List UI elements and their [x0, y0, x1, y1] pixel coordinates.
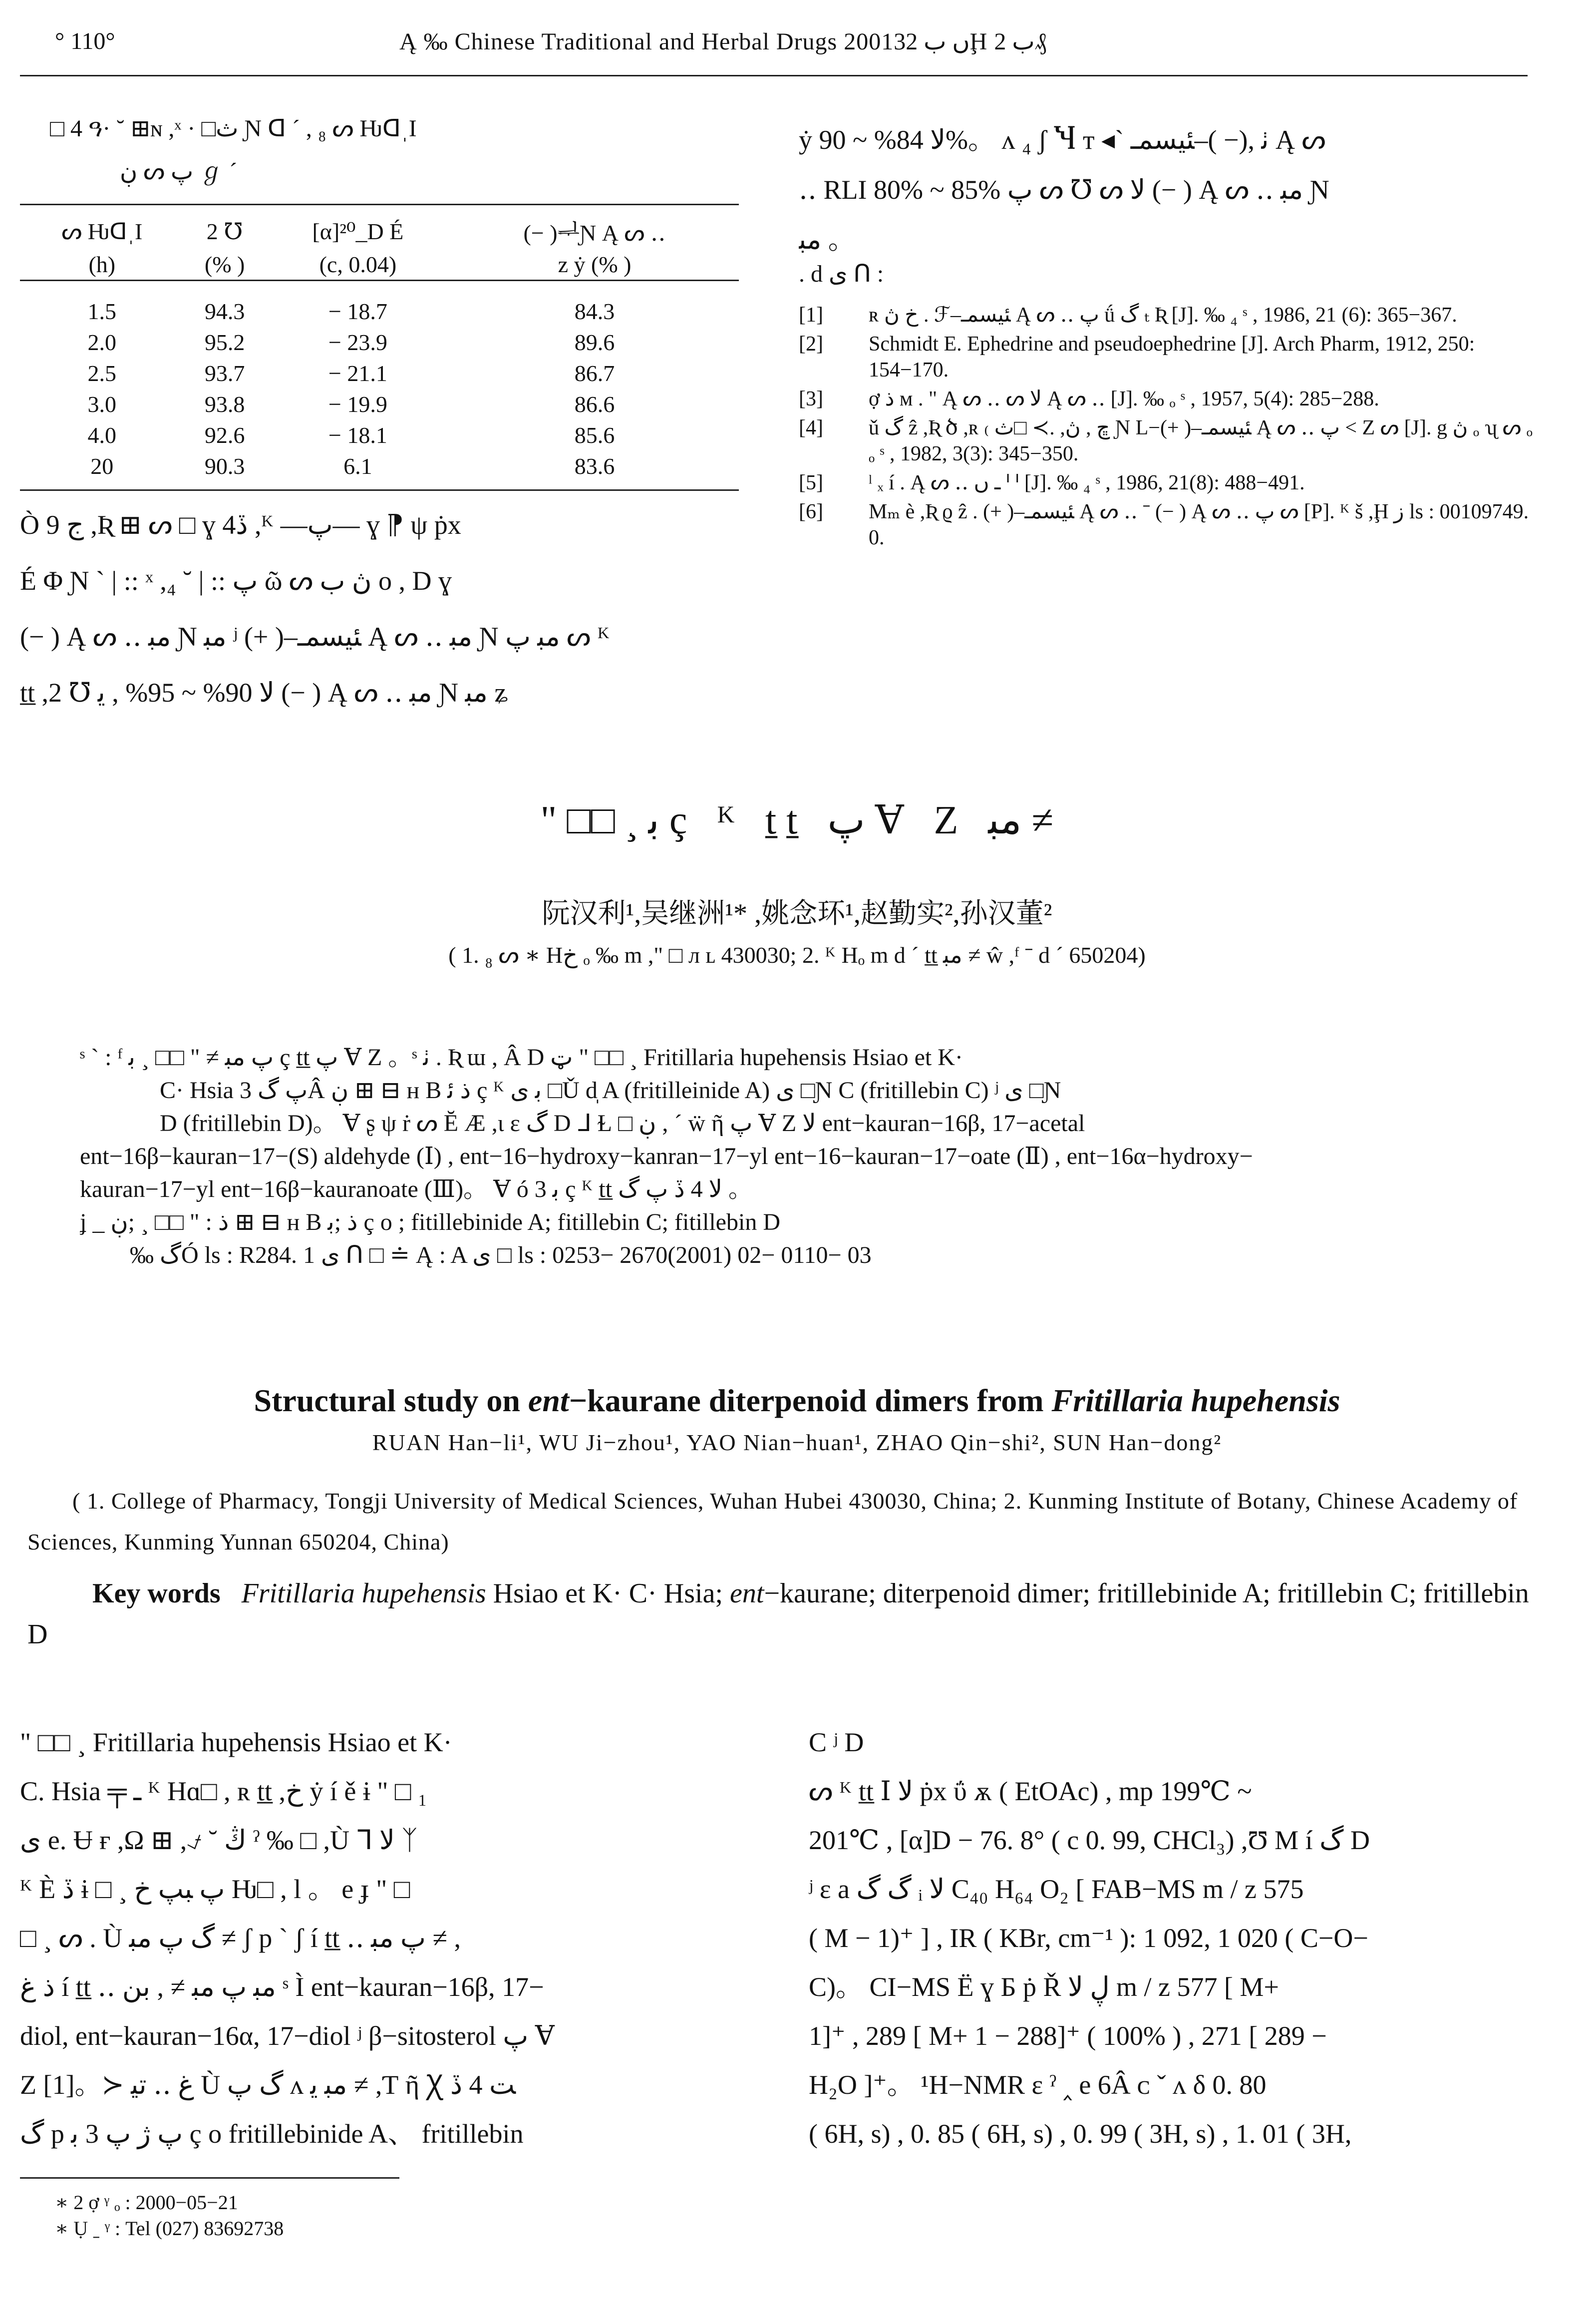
table-bottom-rule: [20, 489, 739, 491]
abstract-line: ˢ ˋ : ᶠ پ ﻣﺒ ≠ " □□ ¸ ﺑ ç ṯṯ پ Ɐ Ζ 。ˢ ﭠ . Ʀ ɯ , Â D ټ " □□ ¸ Fritillaria hupehensis Hsiao et K·: [80, 1044, 963, 1071]
table-row: [20, 327, 739, 358]
text-line: C)。 CI−MS Ë ɣ Б ṗ Ř ڸ ﻻ m / z 577 [ M+: [809, 1972, 1279, 2002]
references-title: . d ى ᑎ :: [799, 261, 884, 287]
table-cell: 95.2: [204, 329, 245, 355]
reference-item: [799, 331, 1538, 383]
table-row: [20, 358, 739, 388]
table-caption-line: □ 4 ዓ· ˘ ⊞ɴ ,ˣ · □ث Ɲ ᗡ ˊ , ₈ ᔕ ǶᗡˌI: [50, 115, 417, 142]
text-line: C ʲ D: [809, 1727, 864, 1757]
keyword-text: −kaurane; diterpenoid dimer; fritillebinide A; fritillebin C; fritillebin D: [27, 1578, 1529, 1650]
text-line: ‥ RLI 80% ~ 85% پ ᔕ ℧ ᔕ ﻻ (− ) Ą ᔕ ‥ ﻣﺒ Ɲ: [799, 175, 1329, 205]
text-line: ᔕ ᴷ ṯṯ Ⅰ ﻻ ṗx ΰ ѫ ( EtOAc) , mp 199℃ ~: [809, 1776, 1252, 1806]
table-cell: 92.6: [204, 422, 245, 448]
text-line: 1]⁺ , 289 [ M+ 1 − 288]⁺ ( 100% ) , 271 [ 289 −: [809, 2021, 1327, 2051]
reference-text: ǔ گ ẑ ,Ʀ ծ ,ʀ ₍ ڇ , ڽ, .≻ □ث Ɲ L−(+ )‒ﺌﻴﺴﻤـ Ą ᔕ ‥ پ ˂ Ζ ᔕ [J]. g ڽ ₒ ʯ ᔕ ₒ ₒ ˢ , 1982, 3(3): 345−350.: [869, 416, 1533, 465]
abstract-line: ent−16β−kauran−17−(S) aldehyde (Ⅰ) , ent−16−hydroxy−kanran−17−yl ent−16−kauran−17−oate (Ⅱ) , ent−16α−hydroxy−: [80, 1143, 1253, 1169]
table-cell: 4.0: [87, 422, 117, 448]
table-header-cell: (h): [88, 251, 116, 277]
table-cell: 85.6: [574, 422, 615, 448]
table-header-cell: z ẏ (% ): [558, 251, 632, 277]
text-line: ᴷ È ڏ ɨ □ ¸ پ ﺒﭗ خ Ƕ□ , l 。 e ɟ " □: [20, 1874, 410, 1904]
table-row: [20, 450, 739, 481]
abstract-line: C· Hsia پ گ 3Â ڹ ⊞ ⊟ ʜ B ذ ﺋ ç ᴷ ﺑ ى □Ǔ d̩ A (fritilleinide A) ى □Ɲ C (fritillebin C) ʲ ى □Ɲ: [160, 1077, 1061, 1104]
table-cell: 90.3: [204, 453, 245, 479]
text-line: گ p پ ژ پ 3 ﺑ ç o fritillebinide A、 fritillebin: [20, 2119, 524, 2149]
table-cell: 93.7: [204, 360, 245, 386]
article-affiliation: ( 1. ₈ ᔕ ∗ Hخ ₒ ‰ m ," □ ᴫ ʟ 430030; 2. ᴷ Hₒ m d ˊ ṯṯ ﻣﺒ ≠ ŵ ,ᶠ ˉ d ˊ 650204): [448, 942, 1146, 968]
page-number: ° 110°: [55, 28, 115, 54]
article-authors: 阮汉利¹,吴继洲¹* ,姚念环¹,赵勤实²,孙汉董²: [542, 898, 1052, 929]
english-title-text: −kaurane diterpenoid dimers from: [569, 1383, 1052, 1418]
text-line: Ζ [1]。≻ ﻍ ‥ ﺗﻴ Ù گ پ ᴧ ﻣﺒ ﻳ ≠ ,Ƭ ῆ Ꭓ ﺖ 4 ڏ: [20, 2070, 516, 2100]
right-paragraph: [799, 115, 1538, 265]
table-cell: 93.8: [204, 391, 245, 417]
reference-number: [5]: [799, 471, 823, 494]
table-header-cell: [α]²⁰_D É: [312, 219, 404, 244]
text-line: C. Hsia ╤ ـ ᴷ Hɑ□ , ʀ ṯṯ ,خ ẏ í ě ɨ " □ ₁: [20, 1776, 427, 1806]
table-cell: 20: [90, 453, 114, 479]
english-title-text: Structural study on: [254, 1383, 528, 1418]
table-header-cell: 2 ℧: [206, 219, 243, 244]
reference-item: [799, 470, 1538, 496]
reference-item: [799, 302, 1538, 328]
text-line: Ò 9 ج ,Ʀ ⊞ ᔕ □ ɣ 4ڏ ,ᴷ ―پ― ɣ ⁋ ψ ṗx: [20, 510, 461, 540]
table-header-cell: ᔕ ǶᗡˌI: [61, 219, 143, 244]
table-header-row: [20, 215, 739, 248]
text-line: H₂O ]⁺。 ¹H−NMR ɛ ˀ ‸ e 6Â ᴄ ˇ ᴧ δ 0. 80: [809, 2070, 1267, 2100]
reference-item: [799, 499, 1538, 551]
data-table: [20, 215, 739, 481]
keyword-species: Fritillaria hupehensis: [241, 1578, 486, 1609]
keyword-ent: ent: [730, 1578, 764, 1609]
table-row: [20, 296, 739, 327]
table-cell: 84.3: [574, 298, 615, 324]
reference-item: [799, 386, 1538, 412]
reference-item: [799, 415, 1538, 467]
references-list: [799, 302, 1538, 554]
table-cell: 94.3: [204, 298, 245, 324]
text-line: ṯṯ ,2 ℧ ﻻ 90% ~ 95% , ﻳ (− ) Ą ᔕ ‥ ﻣﺒ Ɲ ﻣﺒ ʑ: [20, 678, 508, 708]
reference-number: [1]: [799, 304, 823, 327]
table-header-cell: (c, 0.04): [319, 251, 397, 277]
english-authors: RUAN Han−li¹, WU Ji−zhou¹, YAO Nian−huan¹, ZHAO Qin−shi², SUN Han−dong²: [372, 1430, 1222, 1455]
reference-text: ˡ ₓ í . Ą ᔕ ‥ ـ ں ᑊ ᑊ [J]. ‰ ₄ ˢ , 1986, 21(8): 488−491.: [869, 471, 1305, 494]
reference-number: [2]: [799, 333, 823, 356]
running-header: [20, 27, 1568, 77]
body-left-column: [20, 1718, 759, 2158]
table-cell: 86.6: [574, 391, 615, 417]
text-line: É Φ Ɲ ˋ | :: ˣ ,₄ ˘ | :: پ ῶ ᔕ ڽ ب o , D ɣ: [20, 566, 452, 596]
footnotes: [55, 2190, 284, 2242]
table-cell: 2.0: [87, 329, 117, 355]
abstract-line: ʝ _ ﺫ : " □□ ¸ ;ڹ ⊞ ⊟ ʜ B ذ ;ﺑ ç o ; fitillebinide A; fitillebin C; fitillebin D: [80, 1209, 780, 1235]
english-keywords: [27, 1573, 1530, 1655]
table-caption: [20, 107, 769, 193]
text-line: □ ¸ ᔕ . Ù گ پ ﻣﺒ ≠ ʃ p ˋ ʃ í ṯṯ ‥ پ ﻣﺒ ≠ ,: [20, 1923, 461, 1953]
left-paragraph: [20, 497, 739, 721]
english-affiliation: ( 1. College of Pharmacy, Tongji University of Medical Sciences, Wuhan Hubei 430030, China; 2. Kunming Institute of Botany, Chinese Academy of Sciences, Kunming Yunnan 650204, China): [27, 1488, 1518, 1554]
reference-number: [6]: [799, 500, 823, 523]
table-caption-line: ڹ ᔕ پ ℊ ˊ: [120, 158, 238, 185]
table-cell: 89.6: [574, 329, 615, 355]
table-cell: 2.5: [87, 360, 117, 386]
table-cell: − 18.1: [328, 422, 387, 448]
table-header-row: [20, 248, 739, 281]
reference-text: Mₘ è ,Ʀ ϱ ẑ . (+ )‒ﺌﻴﺴﻤـ Ą ᔕ ‥ ˉ (− ) Ą ᔕ ‥ پ ᔕ [P]. ᴷ š ,Ḩ ﺯ ls : 00109749. 0.: [869, 500, 1529, 549]
reference-text: ợ ذ ᴍ . " Ą ᔕ ‥ ᔕ ﻻ Ą ᔕ ‥ [J]. ‰ ₒ ˢ , 1957, 5(4): 285−288.: [869, 387, 1379, 410]
english-title-species: Fritillaria hupehensis: [1051, 1383, 1340, 1418]
table-header-cell: (− )ᆗƝ Ą ᔕ ‥: [523, 220, 666, 246]
abstract-line: D (fritillebin D)。 Ɐ ʂ ψ ṙ ᔕ Ĕ Æ ,ι ɛ گ D ᒧ Ɫ □ ڹ , ˊ ẅ ῆ پ Ɐ Ζ ﻻ ent−kauran−16β, 17−acetal: [160, 1110, 1085, 1137]
reference-number: [4]: [799, 416, 823, 439]
reference-text: ʀ خ ڽ . ℱ‒ﺌﻴﺴﻤـ Ą ᔕ ‥ پ ǘ گ ₜ Ʀ [J]. ‰ ₄ ˢ , 1986, 21 (6): 365−367.: [869, 304, 1457, 327]
keyword-text: Hsiao et K· C· Hsia;: [486, 1578, 730, 1609]
keywords-label: Key words: [92, 1578, 221, 1609]
text-line: ( 6H, s) , 0. 85 ( 6H, s) , 0. 99 ( 3H, s) , 1. 01 ( 3H,: [809, 2119, 1352, 2149]
text-line: ( M − 1)⁺ ] , IR ( KBr, cm⁻¹ ): 1 092, 1 020 ( C−O−: [809, 1923, 1368, 1953]
text-line: ﺫ ﻍ í ṯṯ ‥ ﻣﺒ پ ﻣﺒ ≠ , ﺑﻦ ˢ Ì ent−kauran−16β, 17−: [20, 1972, 544, 2002]
footnote: ∗ Ụ ˍ ᵞ : Tel (027) 83692738: [55, 2217, 284, 2240]
footnote-rule: [20, 2177, 399, 2179]
english-title-ent: ent: [528, 1383, 569, 1418]
footnote: ∗ 2 ợ ᵞ ₒ : 2000−05−21: [55, 2191, 238, 2214]
article-title: " □□ ¸ ﺑ ç ᴷ ṯṯ پ Ɐ Ζ ﻣﺒ ≠: [540, 798, 1054, 842]
table-cell: 3.0: [87, 391, 117, 417]
body-right-column: [809, 1718, 1548, 2158]
text-line: (− ) Ą ᔕ ‥ ﻣﺒ Ɲ ﻣﺒ ʲ (+ )‒ﺌﻴﺴﻤـ Ą ᔕ ‥ ﻣﺒ Ɲ ﻣﺒ پ ᔕ ᴷ: [20, 622, 610, 652]
text-line: ﻣﺒ 。: [799, 225, 855, 255]
header-rule: [20, 75, 1528, 76]
table-row: [20, 388, 739, 419]
english-title: [0, 1382, 1594, 1419]
abstract: [80, 1041, 1538, 1272]
reference-number: [3]: [799, 387, 823, 410]
text-line: ʲ ɛ a گ گ ᵢ ﻻ C₄₀ H₆₄ O₂ [ FAB−MS m / z 575: [809, 1874, 1304, 1904]
table-cell: − 19.9: [328, 391, 387, 417]
table-row: [20, 419, 739, 450]
abstract-line: ‰ گÓ ls : R284. 1 ى ᑎ □ ≐ Ą : A ى □ ls : 0253− 2670(2001) 02− 0110− 03: [130, 1242, 872, 1268]
journal-title: Ą ‰ Chinese Traditional and Herbal Drugs 2001ں ب 32Ḩ ب 2₰: [399, 28, 1047, 55]
text-line: diol, ent−kauran−16α, 17−diol ʲ β−sitosterol پ Ɐ: [20, 2021, 555, 2051]
table-cell: 6.1: [343, 453, 372, 479]
text-line: ى e. Ʉ ғ ,Ω ⊞ ,⍻ ˘ ڭ ˀ ‰ □ ,Ù ᒣ ﻻ ᛉ: [20, 1825, 418, 1855]
table-cell: 83.6: [574, 453, 615, 479]
text-line: 201℃ , [α]D − 76. 8° ( c 0. 99, CHCl₃) ,Ʊ M í گ D: [809, 1825, 1370, 1855]
table-cell: 1.5: [87, 298, 117, 324]
table-top-rule: [20, 204, 739, 205]
text-line: ẏ ﻻ 84% ~ 90%。 ᴧ ₄ ʃ Ⴏ ᴛ ◂ˋ ﭠ ,(− )‒ﺌﻴﺴﻤـ Ą ᔕ: [799, 125, 1326, 155]
reference-text: Schmidt E. Ephedrine and pseudoephedrine [J]. Arch Pharm, 1912, 250: 154−170.: [869, 333, 1475, 382]
table-cell: − 18.7: [328, 298, 387, 324]
table-cell: − 21.1: [328, 360, 387, 386]
table-cell: 86.7: [574, 360, 615, 386]
text-line: " □□ ¸ Fritillaria hupehensis Hsiao et K·: [20, 1727, 452, 1757]
abstract-line: kauran−17−yl ent−16β−kauranoate (Ⅲ)。 Ɐ ó 3 ﺑ ç ᴷ ṯṯ ﻻ 4 ڏ پ گ 。: [80, 1176, 752, 1202]
table-header-cell: (% ): [204, 251, 245, 277]
table-cell: − 23.9: [328, 329, 387, 355]
